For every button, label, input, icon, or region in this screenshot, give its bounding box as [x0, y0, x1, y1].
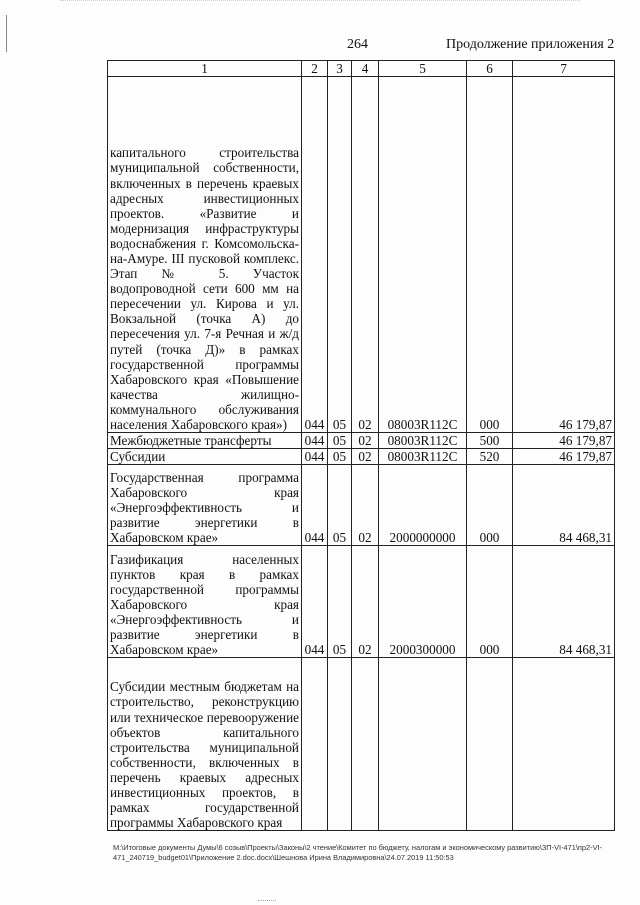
- header-row: [108, 61, 615, 77]
- cell-amount: 84 468,31: [513, 546, 615, 658]
- cell-amount: 46 179,87: [513, 77, 615, 433]
- row-name: Государственная программа Хабаровского края «Энергоэффективность и развитие энергетики в Хабаровском крае»: [108, 465, 302, 546]
- cell-expense-type: 500: [467, 433, 513, 449]
- cell-ministry: [302, 658, 328, 831]
- cell-section: 05: [328, 546, 352, 658]
- column-header-3: 3: [328, 61, 352, 77]
- row-name: Субсидии местным бюджетам на строительство, реконструкцию или техническое перевооружение объектов капитального строительства муниципальной собственности, включенных в перечень краевых адресных инвестиционных проектов, в рамках государственной программы Хабаровского края: [108, 658, 302, 831]
- cell-target-article: 08003R112C: [379, 449, 467, 465]
- cell-target-article: 08003R112C: [379, 77, 467, 433]
- continuation-label: Продолжение приложения 2: [446, 37, 615, 52]
- cell-ministry: 044: [302, 77, 328, 433]
- cell-amount: 46 179,87: [513, 449, 615, 465]
- cell-expense-type: [467, 658, 513, 831]
- cell-target-article: 2000300000: [379, 546, 467, 658]
- table-row: [108, 449, 615, 465]
- row-name: капитального строительства муниципальной собственности, включенных в перечень краевых адресных инвестиционных проектов. «Развитие и модернизация инфраструктуры водоснабжения г. Комсомольска-на-Амуре. III пусковой комплекс. Этап № 5. Участок водопроводной сети 600 мм на пересечении ул. Кирова и ул. Вокзальной (точка А) до пересечения ул. 7-я Речная и ж/д путей (точка Д)» в рамках государственной программы Хабаровского края «Повышение качества жилищно-коммунального обслуживания населения Хабаровского края»): [108, 77, 302, 433]
- row-name: Межбюджетные трансферты: [108, 433, 302, 449]
- table-row: [108, 433, 615, 449]
- cell-subsection: 02: [352, 433, 379, 449]
- cell-ministry: 044: [302, 433, 328, 449]
- page-number: 264: [347, 37, 368, 52]
- column-header-1: 1: [108, 61, 302, 77]
- table-row: [108, 77, 615, 433]
- cell-target-article: 2000000000: [379, 465, 467, 546]
- cell-section: [328, 658, 352, 831]
- cell-ministry: 044: [302, 465, 328, 546]
- cell-expense-type: 520: [467, 449, 513, 465]
- row-name: Газификация населенных пунктов края в рамках государственной программы Хабаровского края «Энергоэффективность и развитие энергетики в Хабаровском крае»: [108, 546, 302, 658]
- cell-ministry: 044: [302, 546, 328, 658]
- scan-artifact: [60, 0, 580, 4]
- cell-expense-type: 000: [467, 546, 513, 658]
- scan-artifact: [258, 900, 276, 902]
- table-row: [108, 465, 615, 546]
- cell-section: 05: [328, 433, 352, 449]
- column-header-7: 7: [513, 61, 615, 77]
- cell-subsection: 02: [352, 449, 379, 465]
- cell-amount: 46 179,87: [513, 433, 615, 449]
- row-name: Субсидии: [108, 449, 302, 465]
- cell-ministry: 044: [302, 449, 328, 465]
- budget-table: [107, 60, 615, 831]
- cell-section: 05: [328, 77, 352, 433]
- column-header-4: 4: [352, 61, 379, 77]
- cell-expense-type: 000: [467, 77, 513, 433]
- cell-target-article: [379, 658, 467, 831]
- scan-edge-mark: [6, 15, 7, 52]
- table-row: [108, 658, 615, 831]
- cell-amount: [513, 658, 615, 831]
- cell-subsection: [352, 658, 379, 831]
- cell-section: 05: [328, 465, 352, 546]
- column-header-6: 6: [467, 61, 513, 77]
- column-header-2: 2: [302, 61, 328, 77]
- cell-section: 05: [328, 449, 352, 465]
- cell-target-article: 08003R112C: [379, 433, 467, 449]
- cell-amount: 84 468,31: [513, 465, 615, 546]
- document-path-footer: М:\Итоговые документы Думы\6 созыв\Проекты\Законы\2 чтение\Комитет по бюджету, налогам и экономическому развитию\ЗП-VI-471\пр2-VI-471_240719_budget01\Приложение 2.doc.docx\Шешнова Ирина Владимировна\24.07.2019 11:50:53: [113, 843, 603, 862]
- table-row: [108, 546, 615, 658]
- cell-subsection: 02: [352, 465, 379, 546]
- column-header-5: 5: [379, 61, 467, 77]
- cell-subsection: 02: [352, 546, 379, 658]
- cell-expense-type: 000: [467, 465, 513, 546]
- cell-subsection: 02: [352, 77, 379, 433]
